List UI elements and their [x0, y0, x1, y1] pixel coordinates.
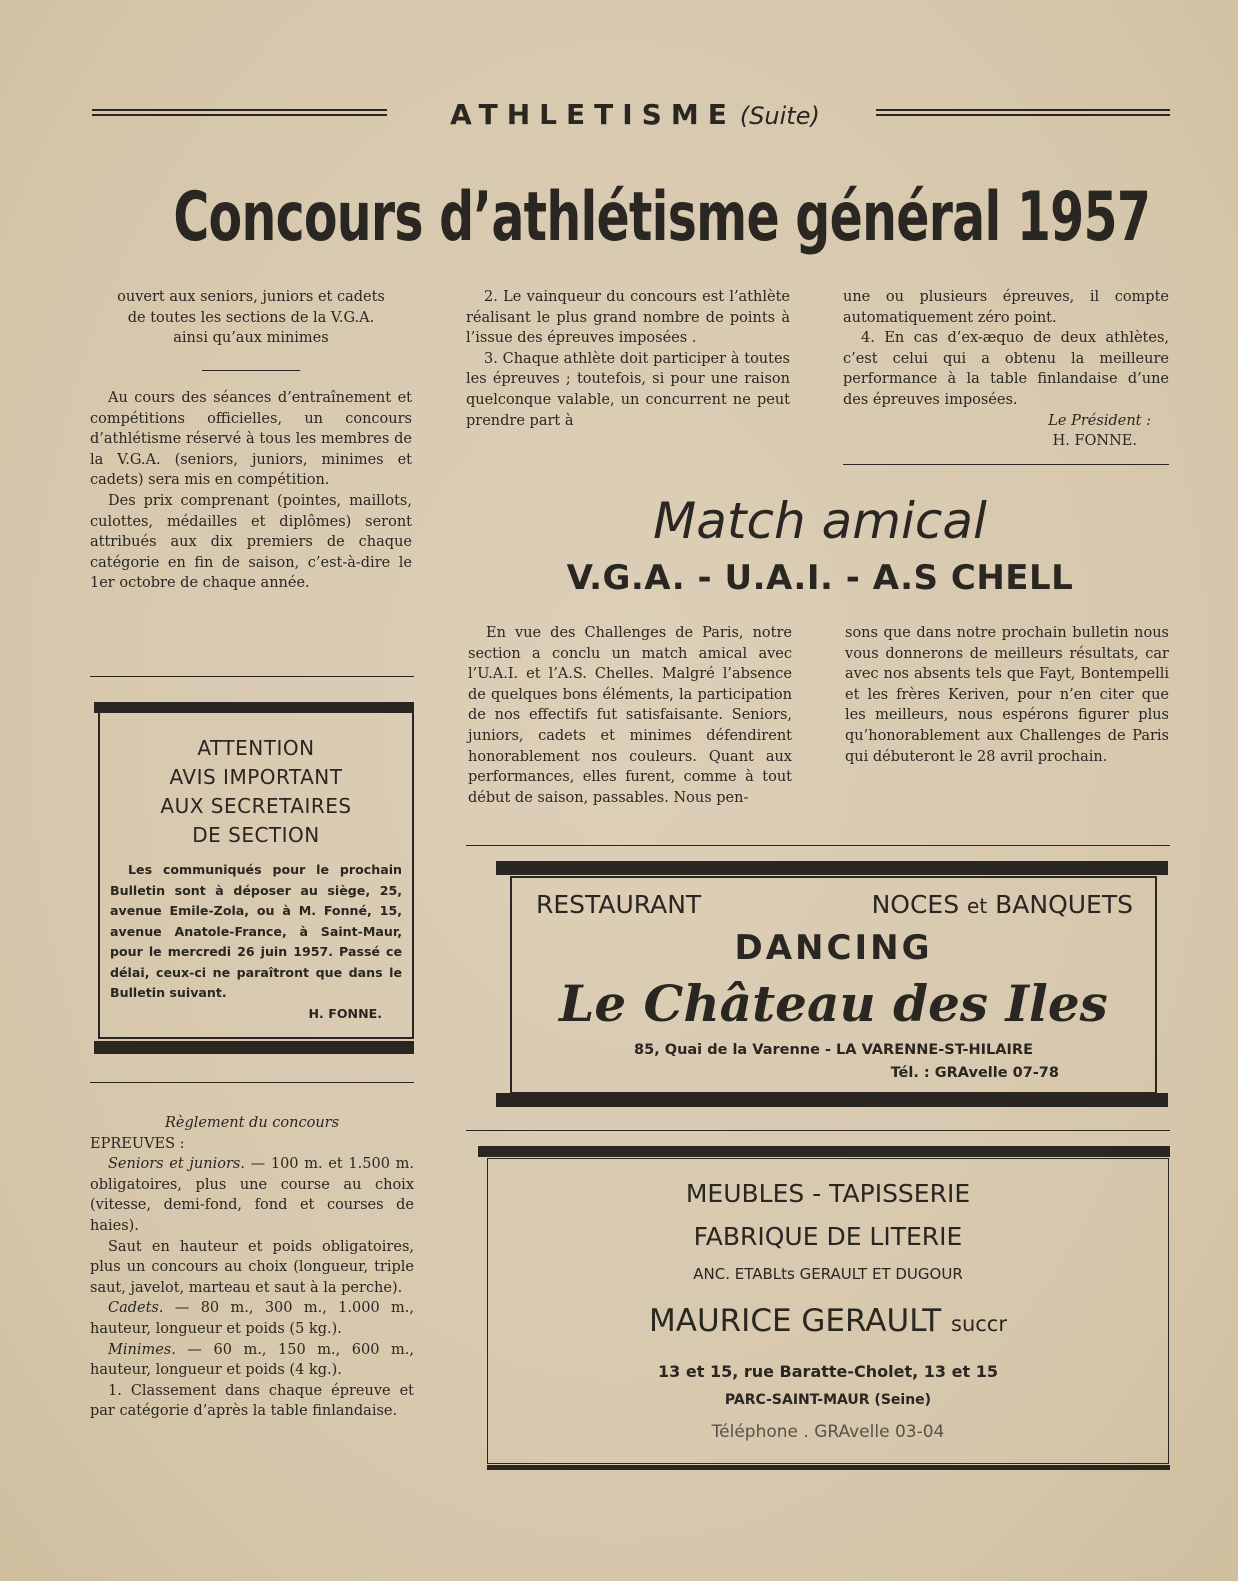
section-title: ATHLETISME	[450, 98, 736, 131]
minimes-text: — 60 m., 150 m., 600 m., hauteur, longueur et poids (4 kg.).	[90, 1341, 414, 1379]
intro-line: de toutes les sections de la V.G.A.	[127, 309, 375, 326]
signature-name: H. FONNE.	[1052, 433, 1137, 450]
notice-body	[110, 860, 402, 1024]
header-rule-left	[92, 109, 387, 116]
match-right	[845, 623, 1169, 767]
match-left	[468, 623, 792, 808]
ad2-line6: PARC-SAINT-MAUR (Seine)	[724, 1392, 932, 1408]
section-header	[400, 98, 870, 131]
notice-heading	[100, 734, 412, 850]
seniors-text: — 100 m. et 1.500 m. obligatoires, plus une course au choix (vitesse, demi-fond, fond et courses de haies).	[90, 1156, 414, 1234]
header-rule-right	[876, 109, 1170, 116]
notice-line: AUX SECRETAIRES	[160, 794, 352, 818]
notice-line: AVIS IMPORTANT	[169, 765, 343, 789]
cadets-label: Cadets.	[108, 1300, 164, 1317]
ad-tel: Tél. : GRAvelle 07-78	[890, 1065, 1059, 1081]
ad2-owner: MAURICE GERAULT	[649, 1303, 942, 1339]
paragraph: 2. Le vainqueur du concours est l’athlète réalisant le plus grand nombre de points à l’issue des épreuves imposées .	[466, 289, 790, 347]
ad2-line4	[488, 1303, 1168, 1339]
ad-et: et	[967, 894, 988, 918]
ad2-line1: MEUBLES - TAPISSERIE	[685, 1179, 971, 1208]
ad2-line2: FABRIQUE DE LITERIE	[693, 1222, 963, 1251]
ad-dancing: DANCING	[734, 928, 933, 968]
divider	[466, 1130, 1170, 1131]
divider	[90, 676, 414, 677]
seniors-rule	[90, 1154, 414, 1236]
page-title: Concours d’athlétisme général 1957	[173, 178, 1151, 257]
minimes-rule	[90, 1340, 414, 1381]
saut-rule: Saut en hauteur et poids obligatoires, plus un concours au choix (longueur, triple saut, javelot, marteau et saut à la perche).	[90, 1238, 414, 1296]
match-title: Match amical	[653, 492, 987, 550]
notice-line: DE SECTION	[192, 823, 320, 847]
ad-restaurant-label: RESTAURANT	[536, 890, 702, 919]
notice-box	[98, 712, 414, 1039]
furniture-ad	[487, 1158, 1169, 1464]
ad2-line5: 13 et 15, rue Baratte-Cholet, 13 et 15	[658, 1362, 998, 1381]
section-suite: (Suite)	[739, 102, 820, 130]
restaurant-ad	[510, 876, 1157, 1094]
notice-line: ATTENTION	[197, 736, 315, 760]
cadets-rule	[90, 1298, 414, 1339]
minimes-label: Minimes.	[108, 1341, 176, 1358]
col3-text	[843, 287, 1169, 452]
paragraph: 3. Chaque athlète doit participer à toutes les épreuves ; toutefois, si pour une raison quelconque valable, un concurrent ne peut prendre part à	[466, 350, 790, 429]
notice-bottom-bar	[94, 1041, 414, 1054]
epreuves-label: EPREUVES :	[90, 1135, 185, 1152]
paragraph: sons que dans notre prochain bulletin nous vous donnerons de meilleurs résultats, car avec nos absents tels que Fayt, Bontempelli et les frères Keriven, pour n’en citer que les meilleurs, nous espérons figurer plus qu’honorablement aux Challenges de Paris qui débuteront le 28 avril prochain.	[845, 625, 1169, 765]
reglement-block	[90, 1113, 414, 1422]
ad2-bottom-bar	[487, 1465, 1170, 1470]
divider	[466, 845, 1170, 846]
notice-text: Les communiqués pour le prochain Bulletin sont à déposer au siège, 25, avenue Emile-Zola, ou à M. Fonné, 15, avenue Anatole-France, à Saint-Maur, pour le mercredi 26 juin 1957. Passé ce délai, ceux-ci ne paraîtront que dans le Bulletin suivant.	[110, 862, 402, 1000]
ad2-top-bar	[478, 1146, 1170, 1157]
reglement-title: Règlement du concours	[164, 1115, 340, 1131]
ad2-line7: Téléphone . GRAvelle 03-04	[711, 1422, 945, 1442]
ad-noces: NOCES	[871, 890, 960, 919]
paragraph: Des prix comprenant (pointes, maillots, culottes, médailles et diplômes) seront attribués aux dix premiers de chaque catégorie en fin de saison, c’est-à-dire le 1er octobre de chaque année.	[90, 492, 412, 592]
divider	[90, 1082, 414, 1083]
intro-divider	[202, 370, 300, 371]
divider	[843, 464, 1169, 465]
ad-noces-label	[872, 890, 1133, 919]
notice-sign: H. FONNE.	[308, 1005, 382, 1021]
seniors-label: Seniors et juniors.	[108, 1156, 245, 1173]
ad-banquets: BANQUETS	[995, 890, 1133, 919]
ad2-line3: ANC. ETABLts GERAULT ET DUGOUR	[693, 1265, 963, 1283]
col1-text	[90, 388, 412, 594]
paragraph: Au cours des séances d’entraînement et compétitions officielles, un concours d’athlétisme réservé à tous les membres de la V.G.A. (seniors, juniors, minimes et cadets) sera mis en compétition.	[90, 390, 412, 489]
ad-address: 85, Quai de la Varenne - LA VARENNE-ST-HILAIRE	[634, 1042, 1033, 1058]
paragraph: En vue des Challenges de Paris, notre section a conclu un match amical avec l’U.A.I. et l’A.S. Chelles. Malgré l’absence de quelques bons éléments, la participation de nos effectifs fut satisfaisante. Seniors, juniors, cadets et minimes défendirent honorablement nos couleurs. Quant aux performances, elles furent, comme à tout début de saison, passables. Nous pen-	[468, 625, 792, 806]
ad-top-bar	[496, 861, 1168, 875]
intro-block	[90, 287, 412, 349]
ad-bottom-bar	[496, 1093, 1168, 1107]
match-subtitle: V.G.A. - U.A.I. - A.S CHELL	[566, 558, 1074, 598]
ad2-succ: succr	[951, 1312, 1007, 1336]
signature-title: Le Président :	[1048, 412, 1151, 429]
col2-text	[466, 287, 790, 431]
paragraph: une ou plusieurs épreuves, il compte automatiquement zéro point.	[843, 289, 1169, 326]
paragraph: 4. En cas d’ex-æquo de deux athlètes, c’est celui qui a obtenu la meilleure performance à la table finlandaise d’une des épreuves imposées.	[843, 330, 1169, 408]
cadets-text: — 80 m., 300 m., 1.000 m., hauteur, longueur et poids (5 kg.).	[90, 1300, 414, 1337]
intro-line: ainsi qu’aux minimes	[173, 330, 329, 347]
classement-rule: 1. Classement dans chaque épreuve et par catégorie d’après la table finlandaise.	[90, 1382, 414, 1420]
intro-line: ouvert aux seniors, juniors et cadets	[117, 289, 385, 305]
ad-restaurant-name: Le Château des Iles	[559, 974, 1108, 1033]
